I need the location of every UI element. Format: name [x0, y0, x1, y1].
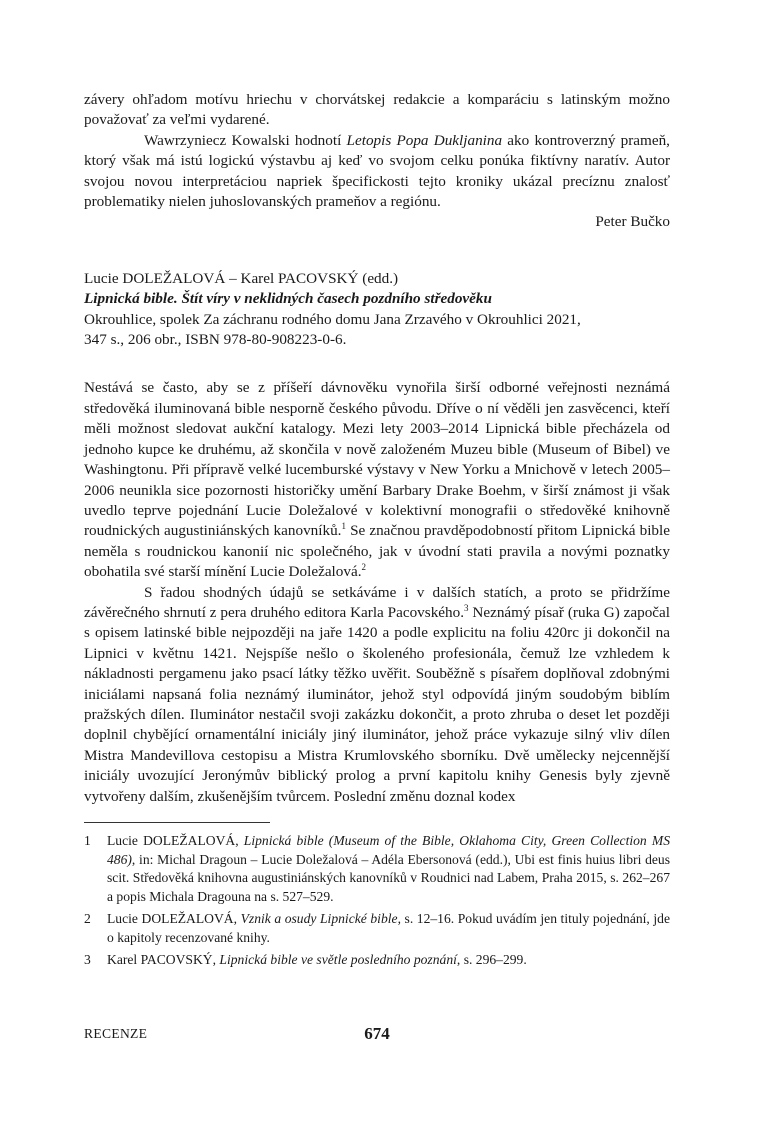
book-authors: Lucie DOLEŽALOVÁ – Karel PACOVSKÝ (edd.)	[84, 269, 399, 287]
cited-title: Vznik a osudy Lipnické bible	[240, 911, 398, 926]
footnote-ref[interactable]: 2	[361, 562, 367, 573]
text-run: Lucie DOLEŽALOVÁ,	[107, 833, 244, 848]
page-number: 674	[364, 1024, 390, 1043]
text-run: , s. 296–299.	[456, 952, 527, 967]
footnote-ref[interactable]: 1	[341, 521, 346, 532]
cited-title: Lipnická bible ve světle posledního poznání	[219, 952, 457, 967]
reviewer-signature: Peter Bučko	[595, 213, 670, 231]
text-run: Se značnou pravděpodobností přitom Lipnická bible neměla s roudnickou kanonií nic společného, jak v úvodní stati pravila a novými poznatky obohatila své starší mínění Lucie Doležalová.	[84, 522, 670, 581]
review-paragraph: závery ohľadom motívu hriechu v chorvátskej redakcie a komparáciu s latinským možno považovať za veľmi vydarené.	[84, 91, 670, 129]
footnote-text	[107, 910, 670, 947]
section-label: RECENZE	[84, 1026, 148, 1041]
footnote-number: 1	[84, 833, 91, 848]
footnote-text	[107, 951, 670, 970]
body-paragraph	[84, 583, 670, 807]
footnote-ref[interactable]: 3	[464, 602, 469, 613]
text-run: Karel PACOVSKÝ,	[107, 952, 220, 967]
page-content	[84, 90, 670, 974]
previous-review-ending	[84, 90, 670, 233]
text-run: , in: Michal Dragoun – Lucie Doležalová – Adéla Ebersonová (edd.), Ubi est finis huius libri deus scit. Středověká knihovna augustiniánských kanovníků v Roudnici nad Labem, Praha 2015, s. 262–267 a popis Michala Dragouna na s. 527–529.	[107, 851, 670, 904]
footnote	[84, 910, 670, 947]
body-paragraph	[84, 378, 670, 582]
text-run: S řadou shodných údajů se setkáváme i v dalších statích, a proto se přidržíme závěrečného shrnutí z pera druhého editora Karla Pacovského.	[84, 583, 670, 621]
text-run: ako kontroverzný prameň, ktorý však má istú logickú výstavbu aj keď vo svojom celku ponúka fiktívny naratív. Autor svojou novou interpretáciou napriek špecifickosti tejto kroniky ukázal precíznu znalosť problematiky nielen juhoslovanských prameňov a regiónu.	[84, 131, 670, 211]
text-run: , s. 12–16. Pokud uvádím jen tituly pojednání, jde o kapitoly recenzované knihy.	[107, 911, 670, 945]
text-run: Nestává se často, aby se z příšeří dávnověku vynořila širší odborné veřejnosti neznámá středověká iluminovaná bible nesporně českého původu. Dříve o ní věděli jen zasvěcenci, kteří měli možnost sledovat aukční katalogy. Mezi lety 2003–2014 Lipnická bible přecházela od jednoho kupce ke druhému, až skončila v nově založeném Muzeu bible (Museum of Bibel) ve Washingtonu. Při přípravě velké lucemburské výstavy v New Yorku a Mnichově v letech 2005–2006 neunikla sice pozornosti historičky umění Barbary Drake Boehm, v širší známost ji však uvedlo teprve pojednání Lucie Doležalové v kolektivní monografii o středověké knihovně roudnických augustiniánských kanovníků.	[84, 379, 670, 540]
footnote	[84, 951, 670, 970]
footnotes	[84, 832, 670, 970]
review-body	[84, 378, 670, 807]
page-footer	[84, 1024, 670, 1048]
footnote	[84, 832, 670, 906]
review-paragraph	[84, 131, 670, 213]
book-details: 347 s., 206 obr., ISBN 978-80-908223-0-6.	[84, 331, 347, 349]
text-run: Neznámý písař (ruka G) započal s opisem latinské bible nejpozději na jaře 1420 a podle explicitu na foliu 420rc ji dokončil na Lipnici v květnu 1421. Nejspíše nešlo o školeného profesionála, čemuž lze vzhledem k nákladnosti pergamenu jako psací látky těžko uvěřit. Souběžně s písařem doplňoval zdobnými iniciálami napsaná folia neznámý iluminátor, jehož styl odpovídá jiným soudobým biblím pražských dílen. Iluminátor nestačil svoji zakázku dokončit, a proto zhruba o deset let později doplnil chybějící ornamentální iniciály jiný iluminátor, jehož práce vykazuje silný vliv dílen Mistra Mandevillova cestopisu a Mistra Krumlovského sborníku. Dvě umělecky nejcennější iniciály uvozující Jeronýmův biblický prolog a první kapitolu knihy Genesis byly zjevně vytvořeny dalším, zkušenějším tvůrcem. Poslední změnu doznal kodex	[84, 603, 670, 805]
footnote-text	[107, 832, 670, 906]
book-publisher: Okrouhlice, spolek Za záchranu rodného domu Jana Zrzavého v Okrouhlici 2021,	[84, 310, 581, 328]
book-title: Lipnická bible. Štít víry v neklidných časech pozdního středověku	[84, 290, 492, 308]
footnote-number: 2	[84, 911, 91, 926]
text-run: Wawrzyniecz Kowalski hodnotí	[144, 131, 347, 149]
footnote-divider	[84, 822, 270, 823]
text-run: Lucie DOLEŽALOVÁ,	[107, 911, 241, 926]
cited-title: Lipnická bible (Museum of the Bible, Oklahoma City, Green Collection MS 486)	[107, 833, 670, 867]
footnote-number: 3	[84, 952, 91, 967]
cited-title: Letopis Popa Dukljanina	[346, 131, 503, 149]
book-header	[84, 269, 670, 351]
